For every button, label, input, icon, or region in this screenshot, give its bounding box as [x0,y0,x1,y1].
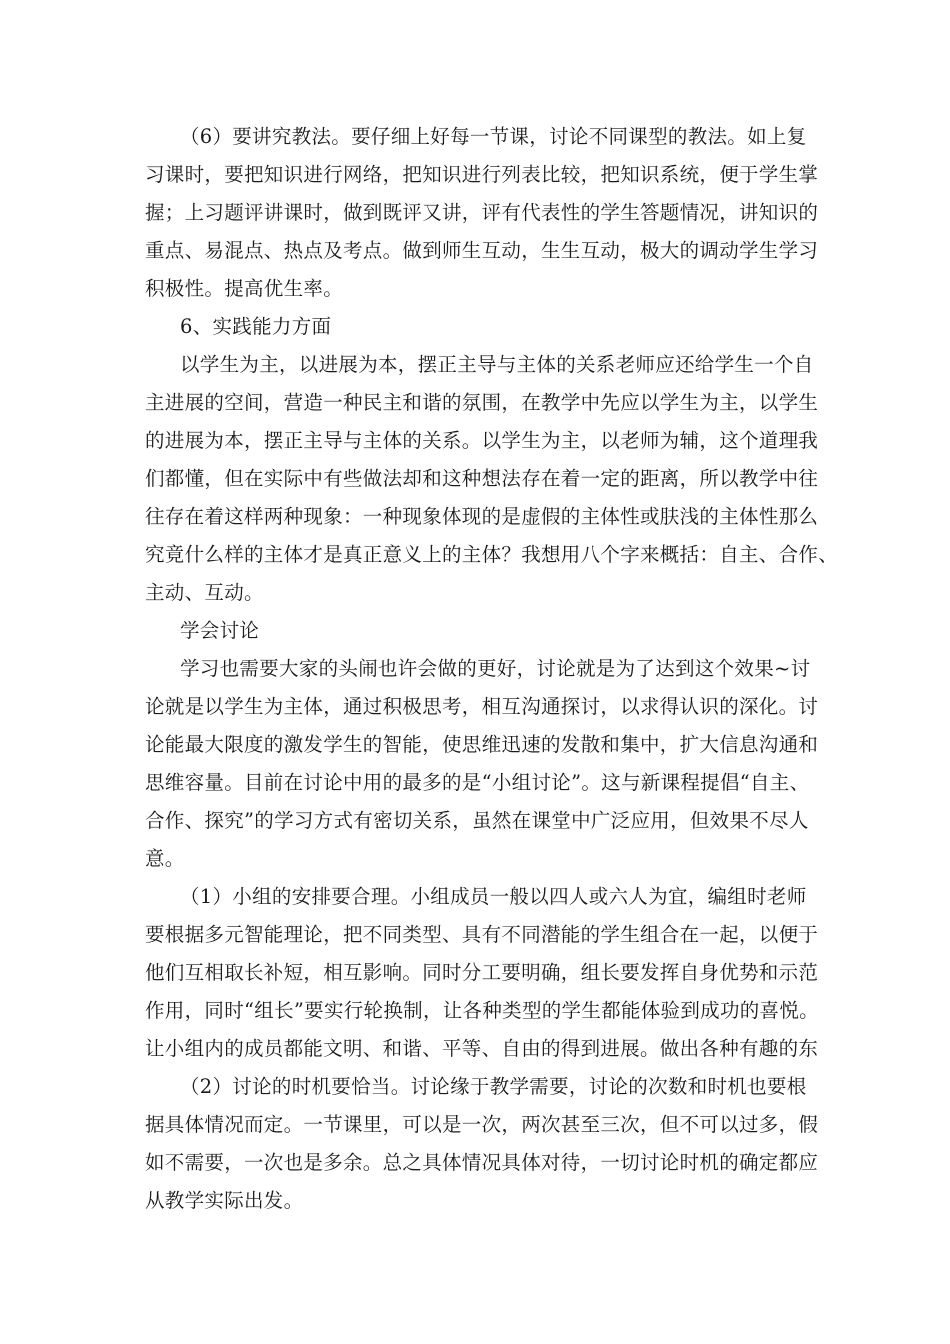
paragraph-line: 意。 [145,847,185,870]
paragraph-line: 习课时，要把知识进行网络，把知识进行列表比较，把知识系统，便于学生掌 [145,163,819,186]
paragraph-line: 主进展的空间，营造一种民主和谐的氛围，在教学中先应以学生为主，以学生 [145,391,819,414]
paragraph-line: 据具体情况而定。一节课里，可以是一次，两次甚至三次，但不可以过多，假 [145,1113,819,1136]
paragraph-line: 学习也需要大家的头闹也许会做的更好，讨论就是为了达到这个效果~讨 [180,657,811,680]
paragraph-line: 要根据多元智能理论，把不同类型、具有不同潜能的学生组合在一起，以便于 [145,923,819,946]
section-heading: 6、实践能力方面 [180,315,332,338]
paragraph-line: （6）要讲究教法。要仔细上好每一节课，讨论不同课型的教法。如上复 [180,125,807,148]
paragraph-line: 思维容量。目前在讨论中用的最多的是“小组讨论”。这与新课程提倡“自主、 [145,771,810,794]
paragraph-line: 合作、探究”的学习方式有密切关系，虽然在课堂中广泛应用，但效果不尽人 [145,809,809,832]
paragraph-line: （1）小组的安排要合理。小组成员一般以四人或六人为宜，编组时老师 [180,885,807,908]
paragraph-line: 让小组内的成员都能文明、和谐、平等、自由的得到进展。做出各种有趣的东 [145,1037,819,1060]
paragraph-line: 他们互相取长补短，相互影响。同时分工要明确，组长要发挥自身优势和示范 [145,961,819,984]
paragraph-line: 的进展为本，摆正主导与主体的关系。以学生为主，以老师为辅，这个道理我 [145,429,819,452]
paragraph-line: 握；上习题评讲课时，做到既评又讲，评有代表性的学生答题情况，讲知识的 [145,201,819,224]
paragraph-line: 以学生为主，以进展为本，摆正主导与主体的关系老师应还给学生一个自 [180,353,814,376]
paragraph-line: 论就是以学生为主体，通过积极思考，相互沟通探讨，以求得认识的深化。讨 [145,695,819,718]
paragraph-line: 往存在着这样两种现象：一种现象体现的是虚假的主体性或肤浅的主体性那么 [145,505,819,528]
paragraph-line: （2）讨论的时机要恰当。讨论缘于教学需要，讨论的次数和时机也要根 [180,1075,807,1098]
paragraph-line: 们都懂，但在实际中有些做法却和这种想法存在着一定的距离，所以教学中往 [145,467,819,490]
paragraph-line: 积极性。提高优生率。 [145,277,344,300]
paragraph-line: 主动、互动。 [145,581,264,604]
paragraph-line: 论能最大限度的激发学生的智能，使思维迅速的发散和集中，扩大信息沟通和 [145,733,819,756]
paragraph-line: 从教学实际出发。 [145,1189,304,1212]
paragraph-line: 重点、易混点、热点及考点。做到师生互动，生生互动，极大的调动学生学习 [145,239,819,262]
paragraph-line: 如不需要，一次也是多余。总之具体情况具体对待，一切讨论时机的确定都应 [145,1151,819,1174]
paragraph-line: 究竟什么样的主体才是真正意义上的主体？我想用八个字来概括：自主、合作、 [145,543,839,566]
section-heading: 学会讨论 [180,619,260,642]
paragraph-line: 作用，同时“组长”要实行轮换制，让各种类型的学生都能体验到成功的喜悦。 [145,999,819,1022]
